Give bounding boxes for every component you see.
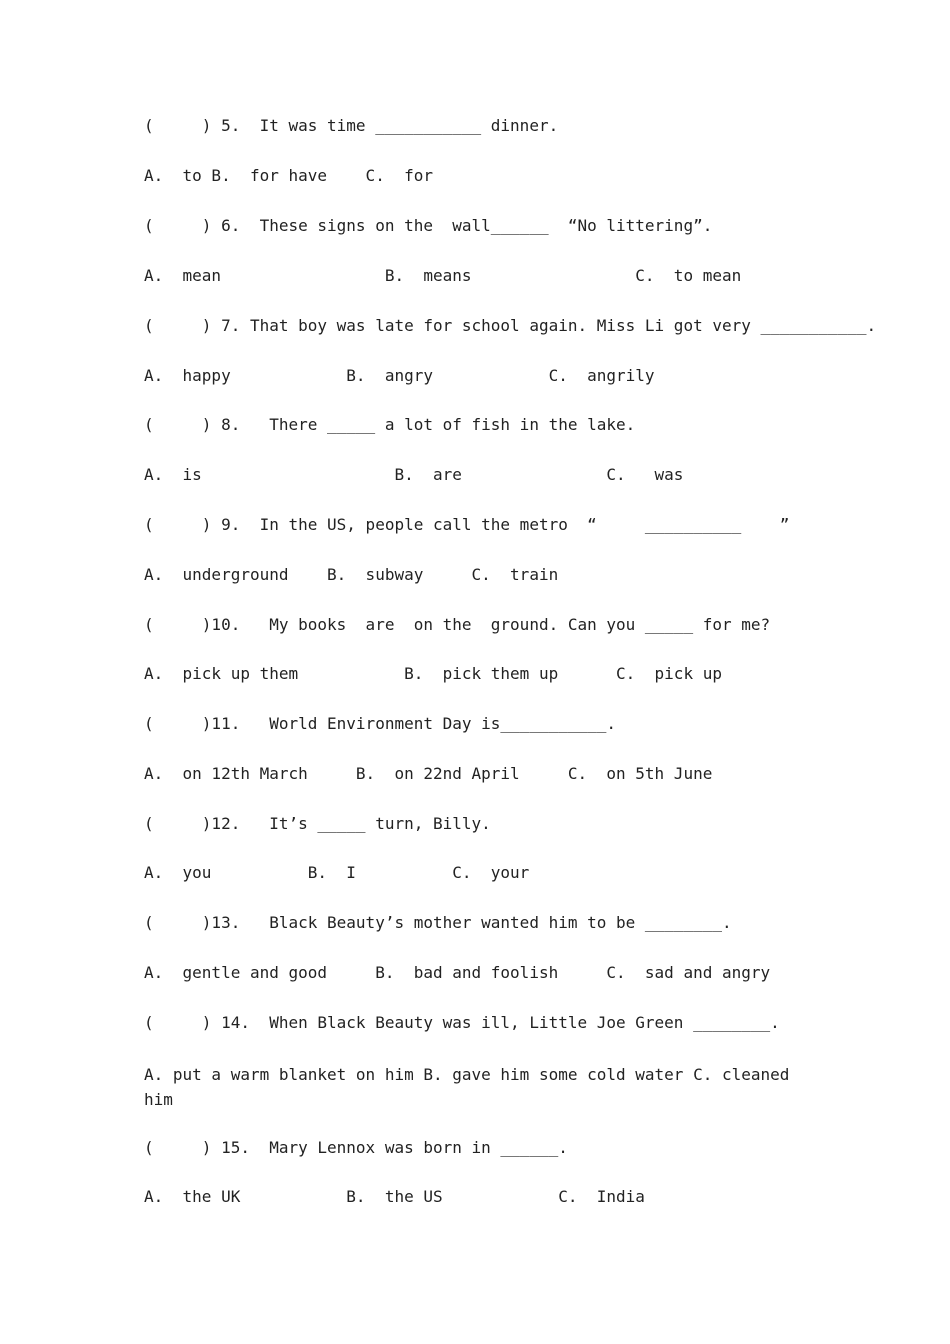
question-12-options: A. you B. I C. your	[144, 863, 530, 882]
question-13-stem: ( )13. Black Beauty’s mother wanted him to be ________.	[144, 913, 732, 932]
question-10-stem: ( )10. My books are on the ground. Can you _____ for me?	[144, 615, 771, 634]
question-15-options: A. the UK B. the US C. India	[144, 1187, 645, 1206]
question-11-options: A. on 12th March B. on 22nd April C. on 5th June	[144, 764, 713, 783]
question-14-options: A. put a warm blanket on him B. gave him some cold water C. cleaned him	[144, 1065, 790, 1109]
question-9-options: A. underground B. subway C. train	[144, 565, 559, 584]
question-11-stem: ( )11. World Environment Day is___________.	[144, 714, 617, 733]
question-14-stem: ( ) 14. When Black Beauty was ill, Little Joe Green ________.	[144, 1013, 780, 1032]
question-8-stem: ( ) 8. There _____ a lot of fish in the lake.	[144, 415, 636, 434]
question-15-stem: ( ) 15. Mary Lennox was born in ______.	[144, 1138, 568, 1157]
question-7-stem: ( ) 7. That boy was late for school again. Miss Li got very ___________.	[144, 316, 877, 335]
question-5-options: A. to B. for have C. for	[144, 166, 433, 185]
question-10-options: A. pick up them B. pick them up C. pick up	[144, 664, 722, 683]
question-5-stem: ( ) 5. It was time ___________ dinner.	[144, 116, 559, 135]
question-7-options: A. happy B. angry C. angrily	[144, 366, 655, 385]
question-13-options: A. gentle and good B. bad and foolish C. sad and angry	[144, 963, 771, 982]
question-12-stem: ( )12. It’s _____ turn, Billy.	[144, 814, 491, 833]
question-9-stem: ( ) 9. In the US, people call the metro “ __________ ”	[144, 515, 790, 534]
question-6-options: A. mean B. means C. to mean	[144, 266, 742, 285]
question-8-options: A. is B. are C. was	[144, 465, 684, 484]
question-6-stem: ( ) 6. These signs on the wall______ “No littering”.	[144, 216, 713, 235]
